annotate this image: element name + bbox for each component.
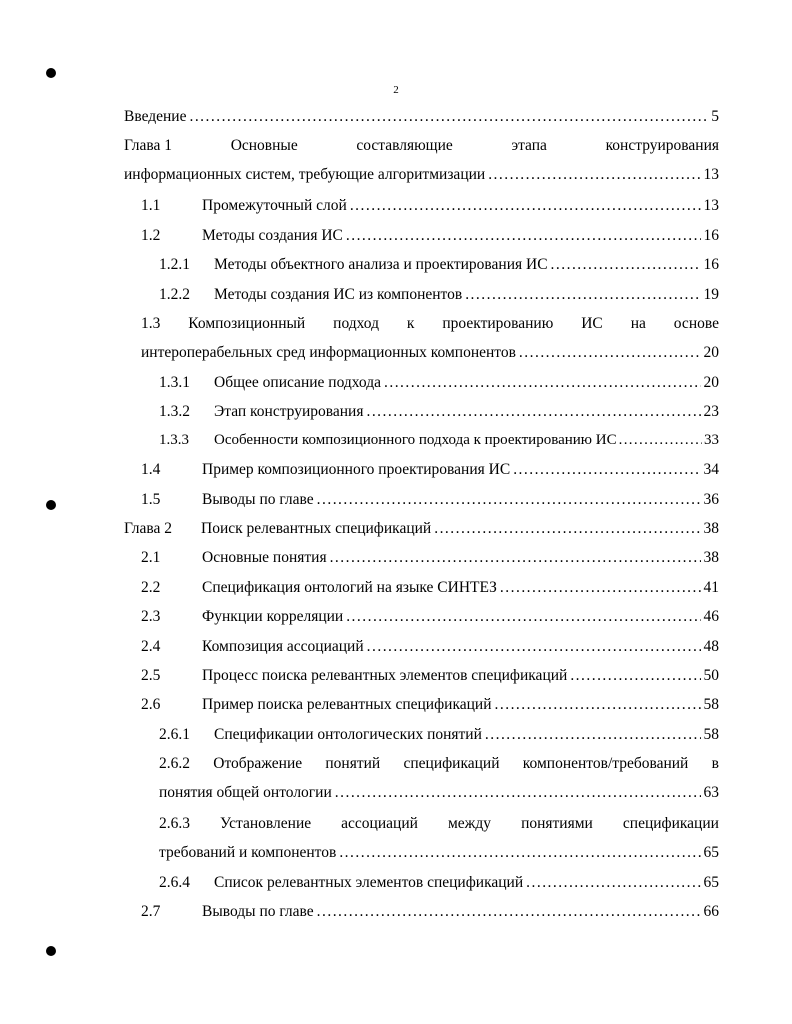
toc-page: 20 (703, 374, 719, 391)
binder-hole-top (46, 68, 56, 78)
toc-word: основе (673, 315, 719, 332)
toc-page: 16 (703, 227, 719, 244)
toc-word: к (406, 315, 415, 332)
toc-title: Общее описание подхода (214, 374, 381, 391)
toc-number: 1.2.1 (159, 256, 190, 273)
toc-title: Композиция ассоциаций (202, 638, 364, 655)
toc-number: 1.4 (141, 461, 161, 478)
toc-word: спецификаций (403, 755, 500, 772)
toc-page: 36 (703, 491, 719, 508)
dot-leader (495, 690, 701, 719)
dot-leader (519, 338, 701, 367)
toc-number: 1.3.3 (159, 432, 189, 448)
toc-entry-2-4 (124, 632, 719, 661)
toc-title: Промежуточный слой (202, 197, 347, 214)
dot-leader (335, 778, 701, 807)
toc-entry-2-5 (124, 661, 719, 690)
toc-word: на (630, 315, 646, 332)
toc-page: 34 (703, 461, 719, 478)
toc-entry-1-3-3 (124, 426, 719, 455)
dot-leader (346, 221, 701, 250)
toc-title: Спецификации онтологических понятий (214, 726, 482, 743)
page-number: 2 (393, 84, 399, 96)
toc-word: ассоциаций (341, 815, 418, 832)
binder-hole-bottom (46, 946, 56, 956)
dot-leader (350, 191, 701, 220)
toc-entry-2-6 (124, 690, 719, 719)
toc-title: Процесс поиска релевантных элементов спецификаций (202, 667, 568, 684)
toc-entry-2-7 (124, 897, 719, 926)
toc-page: 63 (703, 784, 719, 801)
toc-entry-2-6-2 (124, 749, 719, 807)
toc-number: 1.1 (141, 197, 161, 214)
toc-entry-1-1 (124, 191, 719, 220)
toc-number: 2.6.4 (159, 874, 190, 891)
toc-page: 66 (703, 903, 719, 920)
dot-leader (367, 632, 701, 661)
toc-entry-intro (124, 102, 719, 131)
toc-page: 13 (703, 197, 719, 214)
toc-page: 20 (703, 344, 719, 361)
binder-hole-middle (46, 500, 56, 510)
toc-entry-2-2 (124, 573, 719, 602)
toc-entry-1-2 (124, 221, 719, 250)
toc-word: Композиционный (188, 315, 306, 332)
toc-page: 65 (703, 844, 719, 861)
dot-leader (485, 720, 701, 749)
toc-title: Поиск релевантных спецификаций (201, 520, 432, 537)
toc-page: 48 (703, 638, 719, 655)
dot-leader (339, 838, 700, 867)
toc-number: 2.1 (141, 549, 161, 566)
toc-entry-1-2-1 (124, 250, 719, 279)
toc-number: 2.3 (141, 608, 161, 625)
toc-entry-1-3-2 (124, 397, 719, 426)
toc-title-continued: понятия общей онтологии (159, 784, 332, 801)
toc-title: Спецификация онтологий на языке СИНТЕЗ (202, 579, 497, 596)
toc-entry-1-5 (124, 485, 719, 514)
toc-page: 23 (703, 403, 719, 420)
toc-page: 46 (703, 608, 719, 625)
toc-title-continued: информационных систем, требующие алгоритмизации (124, 166, 486, 183)
toc-number: 1.2 (141, 227, 161, 244)
dot-leader (317, 485, 701, 514)
toc-title: Список релевантных элементов спецификаций (214, 874, 524, 891)
toc-number: 1.3 (141, 315, 161, 332)
toc-page: 58 (703, 726, 719, 743)
toc-word: составляющие (356, 137, 453, 154)
toc-page: 50 (703, 667, 719, 684)
toc-word: спецификации (622, 815, 719, 832)
toc-word: Установление (220, 815, 312, 832)
dot-leader (434, 514, 700, 543)
toc-entry-2-1 (124, 543, 719, 572)
toc-entry-1-4 (124, 455, 719, 484)
toc-title: Введение (124, 108, 187, 125)
toc-page: 5 (711, 108, 719, 125)
dot-leader (189, 102, 708, 131)
toc-page: 38 (703, 520, 719, 537)
toc-title: Этап конструирования (214, 403, 364, 420)
toc-number: Глава 2 (124, 520, 173, 537)
toc-word: подход (333, 315, 379, 332)
toc-title: Методы создания ИС из компонентов (214, 286, 463, 303)
dot-leader (488, 160, 700, 189)
toc-word: проектированию (442, 315, 554, 332)
toc-number: 2.2 (141, 579, 161, 596)
dot-leader (619, 426, 702, 455)
toc-number: 2.4 (141, 638, 161, 655)
dot-leader (526, 868, 700, 897)
toc-page: 38 (703, 549, 719, 566)
toc-word: между (447, 815, 492, 832)
toc-word: Отображение (213, 755, 303, 772)
dot-leader (317, 897, 701, 926)
toc-entry-1-3 (124, 309, 719, 367)
toc-word: понятиями (521, 815, 593, 832)
toc-entry-chapter-1 (124, 131, 719, 189)
toc-title-continued: требований и компонентов (159, 844, 337, 861)
toc-word: понятий (325, 755, 381, 772)
toc-word: ИС (581, 315, 603, 332)
toc-number: 1.2.2 (159, 286, 190, 303)
toc-title-continued: интероперабельных сред информационных компонентов (141, 344, 516, 361)
toc-title: Методы создания ИС (202, 227, 343, 244)
toc-page: 65 (703, 874, 719, 891)
toc-title: Основные понятия (202, 549, 327, 566)
toc-title: Особенности композиционного подхода к проектированию ИС (214, 432, 617, 448)
toc-entry-2-6-1 (124, 720, 719, 749)
toc-entry-1-2-2 (124, 280, 719, 309)
dot-leader (570, 661, 700, 690)
toc-number: 1.3.2 (159, 403, 190, 420)
toc-page: 58 (703, 696, 719, 713)
toc-entry-2-3 (124, 602, 719, 631)
toc-page: 41 (703, 579, 719, 596)
toc-title: Методы объектного анализа и проектирования ИС (214, 256, 548, 273)
toc-number: 2.6.1 (159, 726, 190, 743)
toc-title: Пример композиционного проектирования ИС (202, 461, 511, 478)
toc-number: 1.3.1 (159, 374, 190, 391)
toc-number: Глава 1 (124, 137, 173, 154)
toc-word: в (711, 755, 719, 772)
toc-title: Выводы по главе (202, 491, 314, 508)
toc-word: конструирования (605, 137, 719, 154)
dot-leader (465, 280, 700, 309)
dot-leader (366, 397, 700, 426)
toc-entry-2-6-4 (124, 868, 719, 897)
toc-word: этапа (511, 137, 547, 154)
toc-number: 2.6.2 (159, 755, 190, 772)
dot-leader (513, 455, 700, 484)
toc-page: 13 (703, 166, 719, 183)
dot-leader (330, 543, 701, 572)
dot-leader (551, 250, 701, 279)
dot-leader (384, 368, 701, 397)
toc-word: Основные (230, 137, 298, 154)
toc-entry-chapter-2 (124, 514, 719, 543)
dot-leader (346, 602, 700, 631)
toc-word: компонентов/требований (522, 755, 689, 772)
toc-title: Выводы по главе (202, 903, 314, 920)
toc-number: 2.7 (141, 903, 161, 920)
toc-page: 33 (704, 432, 719, 448)
toc-entry-2-6-3 (124, 809, 719, 867)
toc-number: 2.6.3 (159, 815, 190, 832)
toc-number: 2.6 (141, 696, 161, 713)
toc-entry-1-3-1 (124, 368, 719, 397)
toc-number: 2.5 (141, 667, 161, 684)
toc-title: Функции корреляции (202, 608, 344, 625)
toc-number: 1.5 (141, 491, 161, 508)
toc-title: Пример поиска релевантных спецификаций (202, 696, 492, 713)
dot-leader (500, 573, 701, 602)
toc-page: 16 (703, 256, 719, 273)
toc-page: 19 (703, 286, 719, 303)
